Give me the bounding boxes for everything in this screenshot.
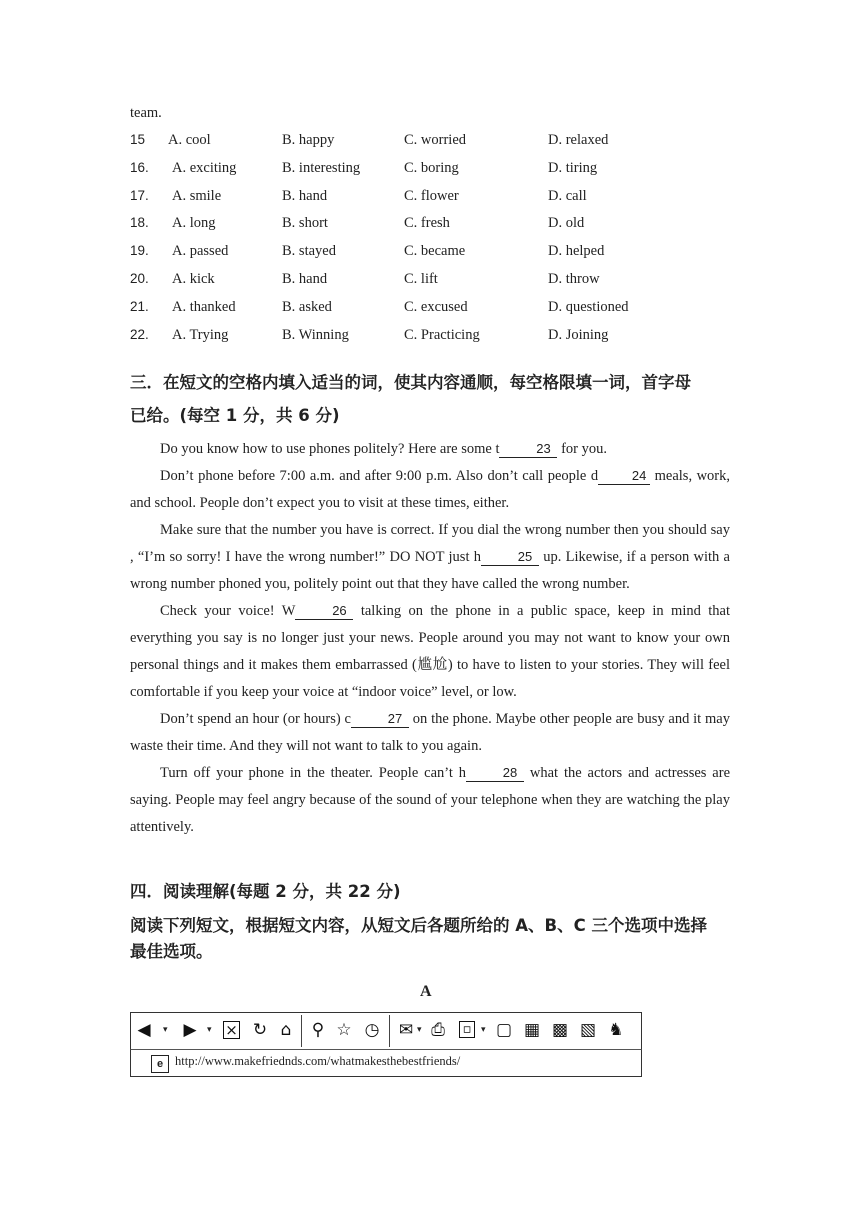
paragraph-2: Don’t phone before 7:00 a.m. and after 9:00 p.m. Also don’t call people d 24 meals, work, and school. People don’t expect you to visit at these times, either.	[130, 468, 731, 511]
option-c[interactable]: C. became	[404, 243, 466, 260]
blank-28[interactable]: 28	[466, 765, 524, 782]
address-bar[interactable]	[130, 1049, 642, 1077]
mail-icon[interactable]: ✉	[398, 1020, 414, 1040]
question-number: 19.	[130, 243, 149, 259]
section4-instructions-line1: 阅读下列短文，根据短文内容，从短文后各题所给的 A、B、C 三个选项中选择	[130, 916, 707, 935]
question-number: 20.	[130, 271, 149, 286]
question-number: 15	[130, 132, 146, 147]
question-row	[130, 297, 750, 317]
question-number: 17.	[130, 187, 149, 203]
option-d[interactable]: D. Joining	[548, 326, 609, 343]
blank-24[interactable]: 24	[598, 468, 650, 485]
paragraph-1: Do you know how to use phones politely? Here are some t 23 for you.	[160, 441, 608, 457]
paragraph-5: Don’t spend an hour (or hours) c 27 on the phone. Maybe other people are busy and it may waste their time. And they will not want to talk to you again.	[130, 711, 730, 754]
option-a[interactable]: A. exciting	[172, 159, 237, 176]
blank-26[interactable]: 26	[295, 603, 353, 620]
option-c[interactable]: C. excused	[404, 298, 468, 315]
history-icon[interactable]: ◷	[364, 1020, 380, 1040]
print-icon[interactable]: ⎙	[431, 1020, 445, 1040]
option-b[interactable]: B. asked	[282, 298, 332, 315]
cloze-passage	[130, 436, 730, 841]
paragraph-4: Check your voice! W 26 talking on the phone in a public space, keep in mind that everything you say is no longer just your news. People around you may not want to know your own personal things and it makes them embarrassed (尴尬) to have to listen to your stories. They will feel comfortable if you keep your voice at “indoor voice” level, or low.	[130, 603, 730, 700]
option-a[interactable]: A. passed	[172, 243, 229, 260]
page-icon: e	[151, 1055, 169, 1073]
question-row	[130, 158, 750, 178]
section4-instructions-line2: 最佳选项。	[130, 942, 213, 961]
stop-icon[interactable]: ×	[223, 1021, 240, 1039]
blank-27[interactable]: 27	[351, 711, 409, 728]
option-c[interactable]: C. worried	[404, 132, 467, 148]
section4-title: 四．阅读理解(每题 2 分，共 22 分)	[130, 882, 401, 901]
toolbar-separator	[301, 1015, 302, 1047]
favorites-icon[interactable]: ☆	[336, 1020, 352, 1040]
edit-icon[interactable]: ▫	[459, 1021, 475, 1038]
discuss-icon[interactable]: ▢	[495, 1020, 513, 1040]
option-d[interactable]: D. questioned	[548, 298, 629, 315]
option-b[interactable]: B. stayed	[282, 243, 336, 260]
option-d[interactable]: D. call	[548, 187, 587, 204]
browser-window	[130, 1012, 640, 1076]
question-row	[130, 325, 750, 345]
option-c[interactable]: C. boring	[404, 159, 459, 176]
option-a[interactable]: A. cool	[168, 132, 211, 148]
question-number: 21.	[130, 298, 149, 314]
option-a[interactable]: A. long	[172, 215, 216, 232]
question-row	[130, 269, 750, 289]
section3-title-line1: 三．在短文的空格内填入适当的词，使其内容通顺，每空格限填一词，首字母	[130, 373, 691, 392]
option-a[interactable]: A. thanked	[172, 298, 236, 315]
question-row	[130, 130, 750, 150]
option-b[interactable]: B. happy	[282, 132, 335, 148]
home-icon[interactable]: ⌂	[280, 1020, 292, 1040]
option-d[interactable]: D. tiring	[548, 159, 598, 176]
paragraph-3: Make sure that the number you have is correct. If you dial the wrong number then you should say , “I’m so sorry! I have the wrong number!” DO NOT just h 25 up. Likewise, if a person with a wrong number phoned you, politely point out that they have called the wrong number.	[130, 522, 730, 592]
option-b[interactable]: B. hand	[282, 271, 328, 287]
option-b[interactable]: B. short	[282, 215, 328, 232]
option-d[interactable]: D. old	[548, 215, 585, 232]
mail-dropdown-icon[interactable]: ▾	[417, 1025, 422, 1035]
edit-dropdown-icon[interactable]: ▾	[481, 1025, 486, 1035]
question-number: 22.	[130, 326, 149, 342]
option-c[interactable]: C. lift	[404, 271, 438, 287]
paragraph-6: Turn off your phone in the theater. People can’t h 28 what the actors and actresses are saying. People may feel angry because of the sound of your telephone when they are watching the play attentively.	[130, 765, 730, 835]
question-number: 18.	[130, 215, 149, 231]
passage-label: A	[420, 983, 432, 1000]
refresh-icon[interactable]: ↻	[252, 1020, 268, 1040]
question-number: 16.	[130, 159, 149, 175]
blank-23[interactable]: 23	[499, 441, 557, 458]
option-b[interactable]: B. interesting	[282, 159, 361, 176]
blank-25[interactable]: 25	[481, 549, 539, 566]
back-icon[interactable]: ◀	[137, 1020, 151, 1040]
option-c[interactable]: C. fresh	[404, 215, 450, 232]
option-d[interactable]: D. throw	[548, 271, 600, 287]
question-row	[130, 186, 750, 206]
carryover-text: team.	[130, 105, 162, 121]
tools-icon[interactable]: ▩	[551, 1020, 569, 1040]
toolbar-separator	[389, 1015, 390, 1047]
option-d[interactable]: D. helped	[548, 243, 605, 260]
question-row	[130, 241, 750, 261]
option-a[interactable]: A. kick	[172, 271, 215, 287]
forward-dropdown-icon[interactable]: ▾	[207, 1025, 212, 1035]
research-icon[interactable]: ▧	[579, 1020, 597, 1040]
option-a[interactable]: A. smile	[172, 187, 222, 204]
option-d[interactable]: D. relaxed	[548, 132, 609, 148]
option-a[interactable]: A. Trying	[172, 326, 229, 343]
forward-icon[interactable]: ▶	[183, 1020, 197, 1040]
section3-title-line2: 已给。(每空 1 分，共 6 分)	[130, 406, 340, 425]
option-b[interactable]: B. Winning	[282, 326, 349, 343]
user-icon[interactable]: ♞	[608, 1020, 624, 1040]
question-row	[130, 213, 750, 233]
back-dropdown-icon[interactable]: ▾	[163, 1025, 168, 1035]
search-icon[interactable]: ⚲	[311, 1020, 325, 1040]
address-url[interactable]: http://www.makefriednds.com/whatmakesthebestfriends/	[175, 1054, 461, 1068]
browser-toolbar	[130, 1012, 642, 1049]
option-c[interactable]: C. flower	[404, 187, 459, 204]
option-c[interactable]: C. Practicing	[404, 326, 480, 343]
messenger-icon[interactable]: ▦	[523, 1020, 541, 1040]
option-b[interactable]: B. hand	[282, 187, 328, 204]
